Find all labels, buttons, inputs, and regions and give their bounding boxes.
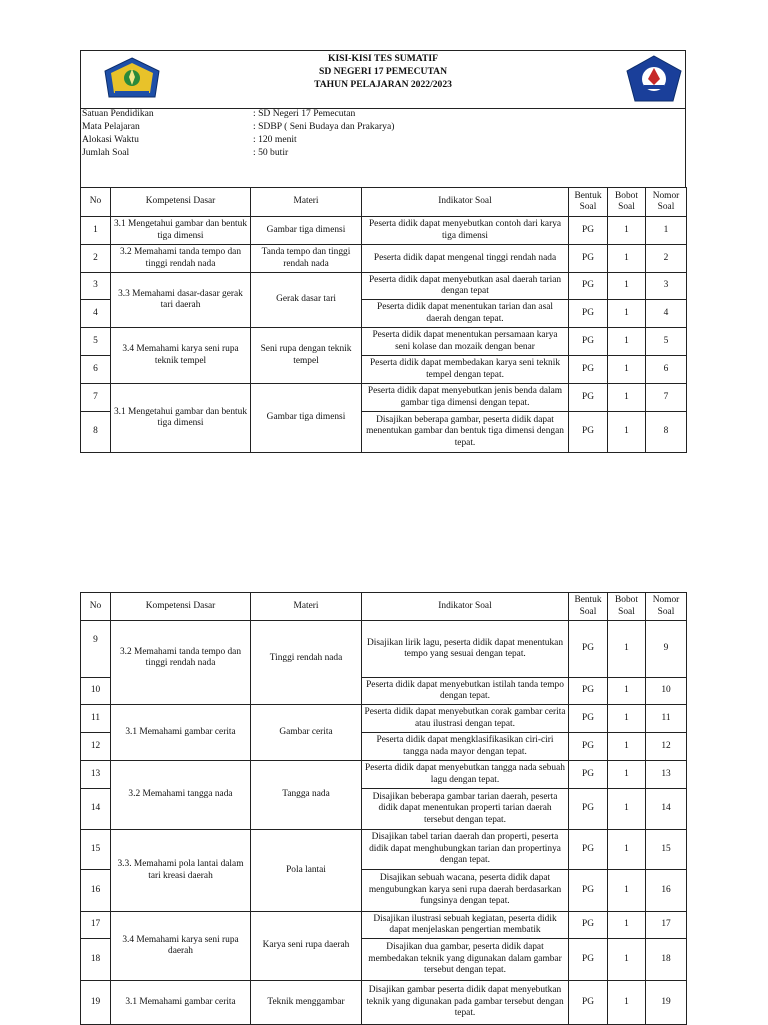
cell-nomor: 19 (646, 981, 687, 1025)
cell-materi: Tinggi rendah nada (251, 621, 362, 705)
table-row (81, 912, 687, 939)
cell-no: 2 (81, 245, 111, 273)
cell-no: 10 (81, 678, 111, 705)
cell-bentuk: PG (569, 733, 608, 761)
cell-bobot: 1 (608, 621, 646, 678)
info-label-mapel: Mata Pelajaran (82, 121, 140, 132)
cell-no: 8 (81, 412, 111, 453)
col-materi: Materi (251, 188, 362, 217)
header-title-line2: SD NEGERI 17 PEMECUTAN (318, 66, 448, 77)
cell-no: 15 (81, 830, 111, 870)
col-kompetensi-dasar: Kompetensi Dasar (111, 593, 251, 621)
cell-nomor: 13 (646, 761, 687, 789)
col-nomor-soal: Nomor Soal (646, 188, 687, 217)
cell-nomor: 1 (646, 217, 687, 245)
cell-no: 18 (81, 939, 111, 981)
cell-kompetensi-dasar: 3.4 Memahami karya seni rupa teknik tempel (111, 328, 251, 384)
table-row (81, 621, 687, 678)
col-bentuk-soal: Bentuk Soal (569, 188, 608, 217)
cell-bobot: 1 (608, 300, 646, 328)
cell-bobot: 1 (608, 245, 646, 273)
cell-bobot: 1 (608, 912, 646, 939)
cell-nomor: 6 (646, 356, 687, 384)
cell-no: 11 (81, 705, 111, 733)
cell-bobot: 1 (608, 705, 646, 733)
cell-bobot: 1 (608, 870, 646, 912)
identity-info (80, 107, 686, 188)
cell-indikator: Peserta didik dapat menyebutkan jenis benda dalam gambar tiga dimensi dengan tepat. (362, 384, 569, 412)
table-row (81, 830, 687, 870)
cell-bentuk: PG (569, 384, 608, 412)
cell-nomor: 15 (646, 830, 687, 870)
cell-indikator: Peserta didik dapat mengenal tinggi rendah nada (362, 245, 569, 273)
col-no: No (81, 593, 111, 621)
cell-bentuk: PG (569, 705, 608, 733)
cell-nomor: 3 (646, 273, 687, 300)
cell-nomor: 10 (646, 678, 687, 705)
cell-bentuk: PG (569, 217, 608, 245)
table-header-row (81, 593, 687, 621)
table-row (81, 384, 687, 412)
col-bentuk-soal: Bentuk Soal (569, 593, 608, 621)
cell-no: 12 (81, 733, 111, 761)
table-row (81, 981, 687, 1025)
cell-no: 7 (81, 384, 111, 412)
cell-nomor: 16 (646, 870, 687, 912)
cell-kompetensi-dasar: 3.2 Memahami tanda tempo dan tinggi rendah nada (111, 621, 251, 705)
cell-nomor: 11 (646, 705, 687, 733)
cell-indikator: Peserta didik dapat menentukan tarian dan asal daerah dengan tepat. (362, 300, 569, 328)
info-value-mapel: : SDBP ( Seni Budaya dan Prakarya) (253, 121, 395, 132)
cell-nomor: 4 (646, 300, 687, 328)
cell-materi: Tanda tempo dan tinggi rendah nada (251, 245, 362, 273)
cell-kompetensi-dasar: 3.1 Mengetahui gambar dan bentuk tiga dimensi (111, 217, 251, 245)
cell-bobot: 1 (608, 328, 646, 356)
col-nomor-soal: Nomor Soal (646, 593, 687, 621)
kisi-table-1 (80, 187, 687, 453)
cell-nomor: 8 (646, 412, 687, 453)
table-row (81, 217, 687, 245)
table-row (81, 761, 687, 789)
info-value-satuan: : SD Negeri 17 Pemecutan (253, 108, 356, 119)
header-title-line1: KISI-KISI TES SUMATIF (327, 53, 438, 64)
kisi-table-2 (80, 592, 687, 1025)
cell-indikator: Peserta didik dapat menyebutkan tangga nada sebuah lagu dengan tepat. (362, 761, 569, 789)
cell-bobot: 1 (608, 273, 646, 300)
cell-nomor: 9 (646, 621, 687, 678)
table-row (81, 705, 687, 733)
document-header (80, 50, 686, 109)
cell-no: 17 (81, 912, 111, 939)
cell-materi: Gerak dasar tari (251, 273, 362, 328)
cell-no: 14 (81, 789, 111, 830)
cell-indikator: Disajikan beberapa gambar tarian daerah, peserta didik dapat menentukan properti tarian daerah tersebut dengan tepat. (362, 789, 569, 830)
cell-bentuk: PG (569, 789, 608, 830)
cell-no: 9 (81, 621, 111, 678)
cell-materi: Tangga nada (251, 761, 362, 830)
table-row (81, 328, 687, 356)
cell-nomor: 14 (646, 789, 687, 830)
cell-bentuk: PG (569, 356, 608, 384)
cell-nomor: 17 (646, 912, 687, 939)
cell-indikator: Peserta didik dapat menentukan persamaan karya seni kolase dan mozaik dengan benar (362, 328, 569, 356)
cell-indikator: Peserta didik dapat menyebutkan asal daerah tarian dengan tepat (362, 273, 569, 300)
cell-bentuk: PG (569, 300, 608, 328)
header-title-line3: TAHUN PELAJARAN 2022/2023 (314, 79, 452, 90)
cell-nomor: 7 (646, 384, 687, 412)
cell-bentuk: PG (569, 328, 608, 356)
cell-nomor: 18 (646, 939, 687, 981)
cell-kompetensi-dasar: 3.1 Memahami gambar cerita (111, 705, 251, 761)
cell-indikator: Disajikan ilustrasi sebuah kegiatan, peserta didik dapat menjelaskan pengertian membatik (362, 912, 569, 939)
cell-no: 1 (81, 217, 111, 245)
cell-materi: Gambar tiga dimensi (251, 384, 362, 453)
cell-bentuk: PG (569, 830, 608, 870)
cell-bentuk: PG (569, 870, 608, 912)
cell-bobot: 1 (608, 217, 646, 245)
cell-bentuk: PG (569, 939, 608, 981)
cell-indikator: Disajikan beberapa gambar, peserta didik dapat menentukan gambar dan bentuk tiga dimensi dengan tepat. (362, 412, 569, 453)
cell-indikator: Disajikan dua gambar, peserta didik dapat membedakan teknik yang digunakan dalam gambar tersebut dengan tepat. (362, 939, 569, 981)
cell-no: 3 (81, 273, 111, 300)
info-label-satuan: Satuan Pendidikan (82, 108, 154, 119)
cell-indikator: Disajikan sebuah wacana, peserta didik dapat mengubungkan karya seni rupa daerah berdasarkan fungsinya dengan tepat. (362, 870, 569, 912)
cell-bobot: 1 (608, 384, 646, 412)
cell-materi: Pola lantai (251, 830, 362, 912)
cell-materi: Karya seni rupa daerah (251, 912, 362, 981)
cell-bobot: 1 (608, 830, 646, 870)
cell-bobot: 1 (608, 678, 646, 705)
info-value-jumlah: : 50 butir (253, 147, 289, 158)
table-header-row (81, 188, 687, 217)
cell-nomor: 12 (646, 733, 687, 761)
cell-kompetensi-dasar: 3.2 Memahami tanda tempo dan tinggi rendah nada (111, 245, 251, 273)
cell-bentuk: PG (569, 761, 608, 789)
cell-kompetensi-dasar: 3.1 Memahami gambar cerita (111, 981, 251, 1025)
cell-indikator: Peserta didik dapat menyebutkan istilah tanda tempo dengan tepat. (362, 678, 569, 705)
table-row (81, 245, 687, 273)
col-indikator-soal: Indikator Soal (362, 593, 569, 621)
cell-kompetensi-dasar: 3.1 Mengetahui gambar dan bentuk tiga dimensi (111, 384, 251, 453)
cell-bobot: 1 (608, 733, 646, 761)
cell-materi: Gambar tiga dimensi (251, 217, 362, 245)
col-no: No (81, 188, 111, 217)
table-row (81, 273, 687, 300)
col-kompetensi-dasar: Kompetensi Dasar (111, 188, 251, 217)
cell-indikator: Peserta didik dapat menyebutkan contoh dari karya tiga dimensi (362, 217, 569, 245)
cell-materi: Teknik menggambar (251, 981, 362, 1025)
cell-no: 19 (81, 981, 111, 1025)
cell-bobot: 1 (608, 789, 646, 830)
cell-nomor: 2 (646, 245, 687, 273)
cell-indikator: Peserta didik dapat membedakan karya seni teknik tempel dengan tepat. (362, 356, 569, 384)
cell-no: 16 (81, 870, 111, 912)
cell-no: 4 (81, 300, 111, 328)
cell-bentuk: PG (569, 245, 608, 273)
cell-indikator: Disajikan lirik lagu, peserta didik dapat menentukan tempo yang sesuai dengan tepat. (362, 621, 569, 678)
cell-no: 13 (81, 761, 111, 789)
cell-nomor: 5 (646, 328, 687, 356)
cell-bentuk: PG (569, 412, 608, 453)
cell-bobot: 1 (608, 356, 646, 384)
cell-bobot: 1 (608, 761, 646, 789)
cell-materi: Gambar cerita (251, 705, 362, 761)
info-label-alokasi: Alokasi Waktu (82, 134, 139, 145)
cell-kompetensi-dasar: 3.3 Memahami dasar-dasar gerak tari daerah (111, 273, 251, 328)
cell-indikator: Peserta didik dapat menyebutkan corak gambar cerita atau ilustrasi dengan tepat. (362, 705, 569, 733)
cell-bobot: 1 (608, 939, 646, 981)
cell-indikator: Disajikan gambar peserta didik dapat menyebutkan teknik yang digunakan pada gambar tersebut dengan tepat. (362, 981, 569, 1025)
col-bobot-soal: Bobot Soal (608, 593, 646, 621)
cell-bentuk: PG (569, 273, 608, 300)
col-indikator-soal: Indikator Soal (362, 188, 569, 217)
cell-bentuk: PG (569, 678, 608, 705)
cell-indikator: Peserta didik dapat mengklasifikasikan ciri-ciri tangga nada mayor dengan tepat. (362, 733, 569, 761)
col-materi: Materi (251, 593, 362, 621)
col-bobot-soal: Bobot Soal (608, 188, 646, 217)
cell-no: 5 (81, 328, 111, 356)
info-value-alokasi: : 120 menit (253, 134, 297, 145)
cell-bentuk: PG (569, 912, 608, 939)
cell-indikator: Disajikan tabel tarian daerah dan properti, peserta didik dapat menghubungkan tarian dan propertinya dengan tepat. (362, 830, 569, 870)
cell-bentuk: PG (569, 981, 608, 1025)
cell-kompetensi-dasar: 3.4 Memahami karya seni rupa daerah (111, 912, 251, 981)
cell-bobot: 1 (608, 412, 646, 453)
cell-bobot: 1 (608, 981, 646, 1025)
cell-kompetensi-dasar: 3.3. Memahami pola lantai dalam tari kreasi daerah (111, 830, 251, 912)
cell-bentuk: PG (569, 621, 608, 678)
info-label-jumlah: Jumlah Soal (82, 147, 130, 158)
cell-kompetensi-dasar: 3.2 Memahami tangga nada (111, 761, 251, 830)
cell-materi: Seni rupa dengan teknik tempel (251, 328, 362, 384)
cell-no: 6 (81, 356, 111, 384)
